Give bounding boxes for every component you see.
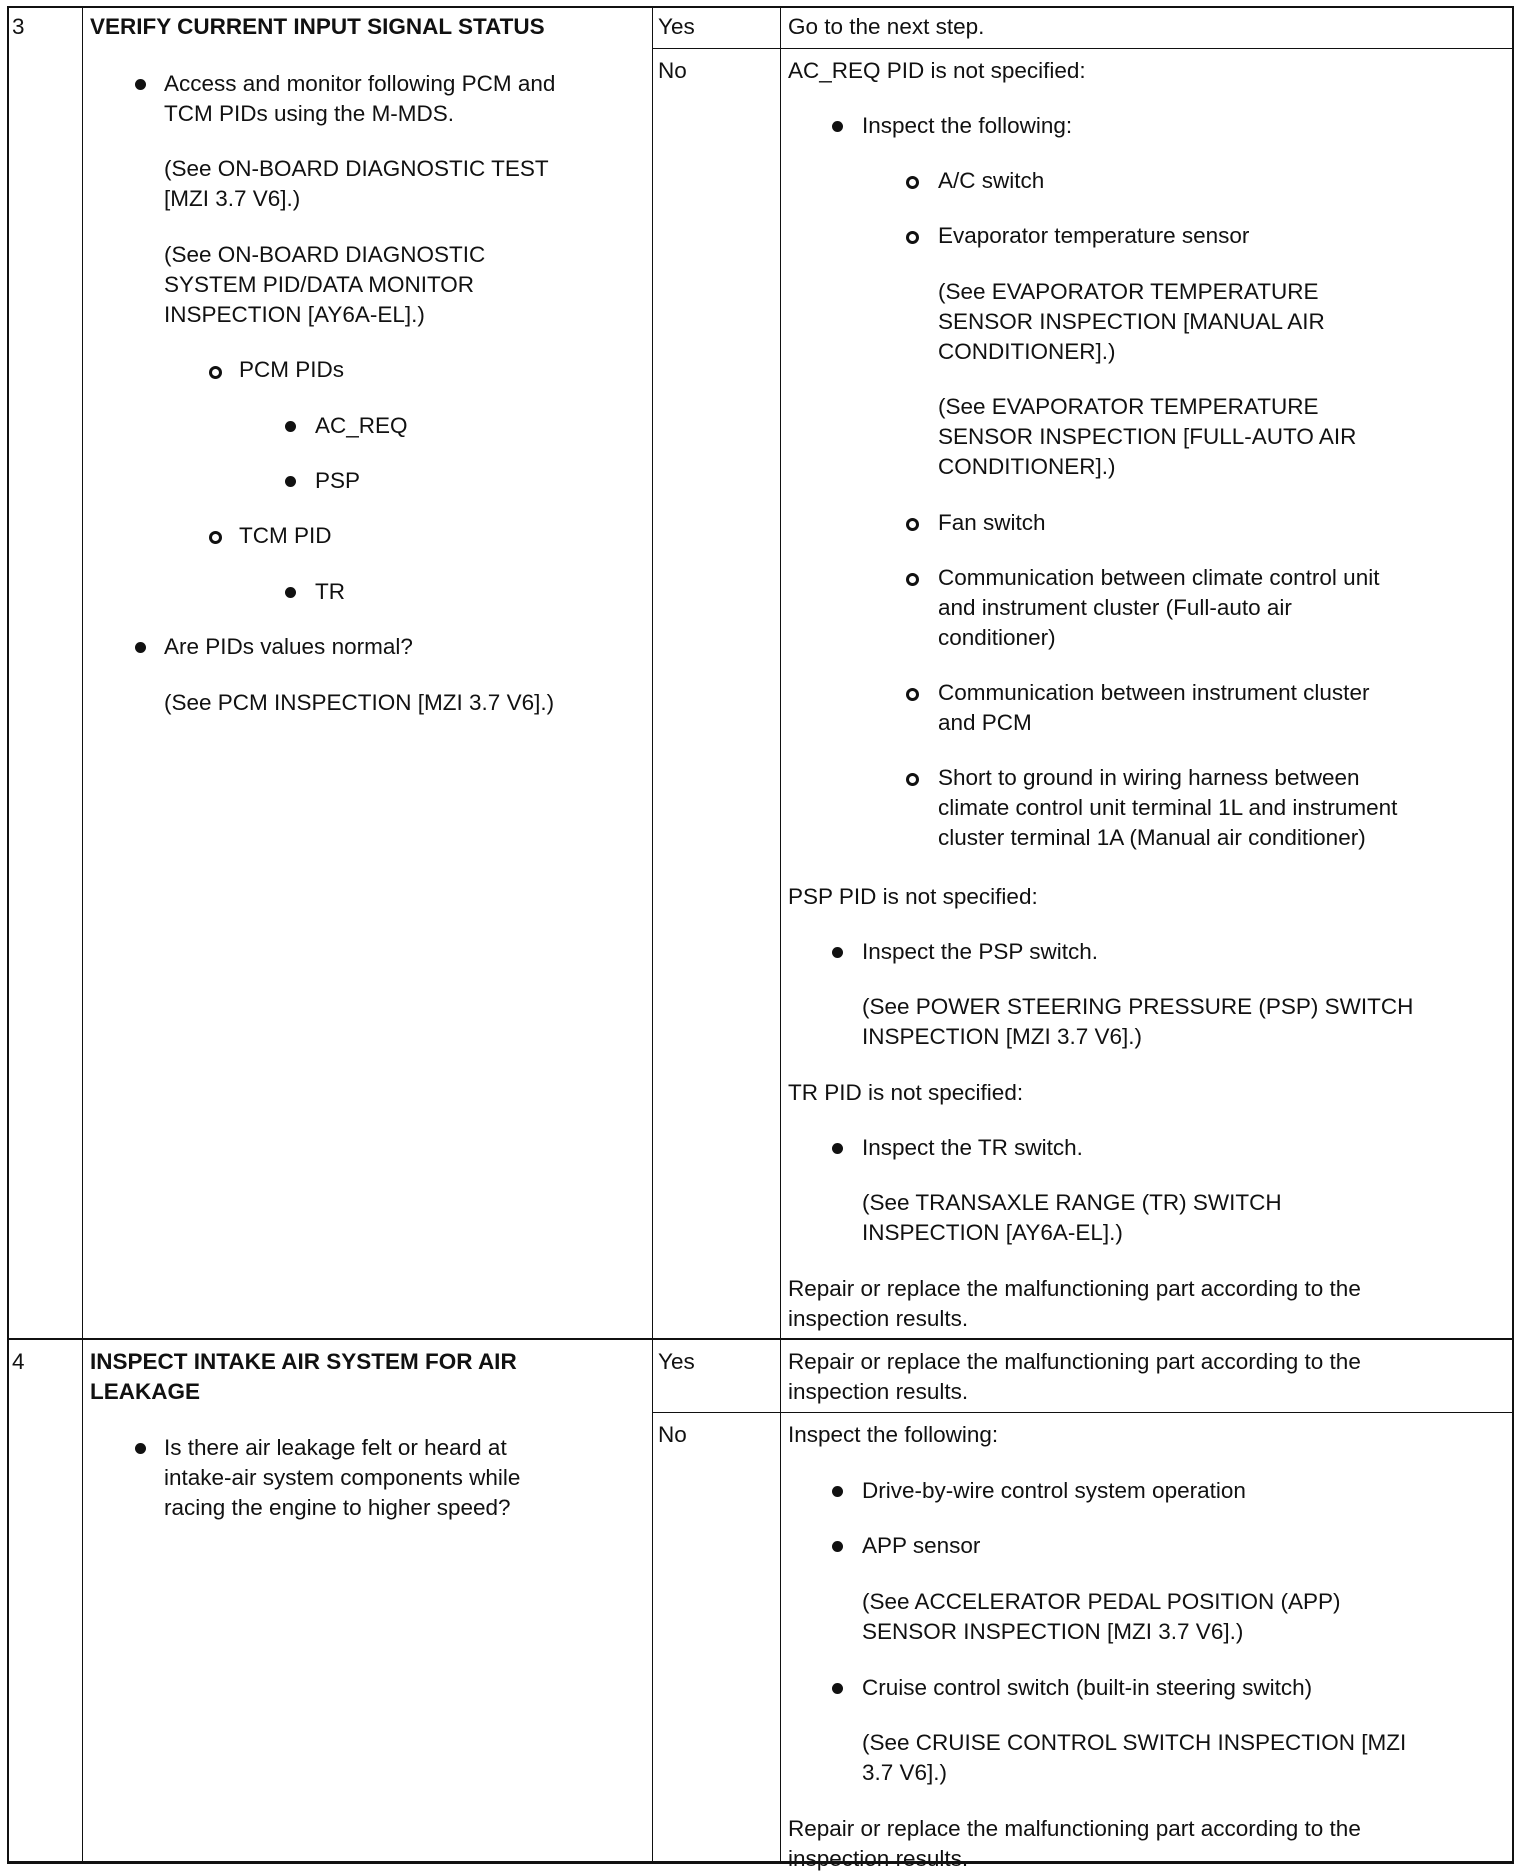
sub-bullet-icon — [906, 518, 919, 531]
result-yes-action: inspection results. — [788, 1379, 969, 1404]
bullet-icon — [832, 1683, 843, 1694]
bullet-icon — [135, 79, 146, 90]
sub-item-text: PCM PIDs — [239, 357, 345, 382]
reference-text: SENSOR INSPECTION [MANUAL AIR — [938, 309, 1325, 334]
reference-text: SENSOR INSPECTION [FULL-AUTO AIR — [938, 424, 1357, 449]
reference-text: 3.7 V6].) — [862, 1760, 948, 1785]
instruction-text: racing the engine to higher speed? — [164, 1495, 511, 1520]
check-item-text: Fan switch — [938, 510, 1046, 535]
reference-text: INSPECTION [AY6A-EL].) — [862, 1220, 1123, 1245]
reference-text: (See POWER STEERING PRESSURE (PSP) SWITCH — [862, 994, 1414, 1019]
instruction-text: TCM PIDs using the M-MDS. — [164, 101, 455, 126]
check-item-text: climate control unit terminal 1L and instrument — [938, 795, 1398, 820]
check-item-text: Short to ground in wiring harness between — [938, 765, 1360, 790]
bullet-icon — [832, 1541, 843, 1552]
reference-text: (See EVAPORATOR TEMPERATURE — [938, 279, 1319, 304]
check-item-text: Communication between instrument cluster — [938, 680, 1370, 705]
repair-text: inspection results. — [788, 1306, 969, 1331]
sub-bullet-icon — [209, 531, 222, 544]
repair-text: inspection results. — [788, 1846, 969, 1871]
check-item-text: and PCM — [938, 710, 1032, 735]
reference-text: INSPECTION [AY6A-EL].) — [164, 302, 425, 327]
action-text: Cruise control switch (built-in steering switch) — [862, 1675, 1313, 1700]
reference-text: [MZI 3.7 V6].) — [164, 186, 301, 211]
pid-item-text: PSP — [315, 468, 361, 493]
result-yes-action: Go to the next step. — [788, 14, 985, 39]
row-divider-step-3-4 — [7, 1338, 1514, 1340]
reference-text: (See ON-BOARD DIAGNOSTIC TEST — [164, 156, 549, 181]
step-number: 3 — [12, 14, 25, 39]
bullet-icon — [285, 476, 296, 487]
check-item-text: conditioner) — [938, 625, 1056, 650]
bullet-icon — [832, 1486, 843, 1497]
column-divider-step — [82, 6, 83, 1864]
instruction-text: Is there air leakage felt or heard at — [164, 1435, 507, 1460]
check-item-text: and instrument cluster (Full-auto air — [938, 595, 1292, 620]
action-text: APP sensor — [862, 1533, 981, 1558]
reference-text: (See PCM INSPECTION [MZI 3.7 V6].) — [164, 690, 555, 715]
bullet-icon — [832, 1143, 843, 1154]
row-divider-step-3-yes-no — [652, 48, 1514, 49]
sub-bullet-icon — [906, 773, 919, 786]
check-item-text: Communication between climate control unit — [938, 565, 1380, 590]
step-number: 4 — [12, 1349, 25, 1374]
action-text: Drive-by-wire control system operation — [862, 1478, 1246, 1503]
condition-text: Inspect the following: — [788, 1422, 999, 1447]
result-no-label: No — [658, 1422, 687, 1447]
sub-item-text: TCM PID — [239, 523, 332, 548]
reference-text: SENSOR INSPECTION [MZI 3.7 V6].) — [862, 1619, 1244, 1644]
table-border-top — [7, 6, 1514, 8]
reference-text: SYSTEM PID/DATA MONITOR — [164, 272, 475, 297]
repair-text: Repair or replace the malfunctioning part according to the — [788, 1276, 1361, 1301]
result-yes-action: Repair or replace the malfunctioning part according to the — [788, 1349, 1361, 1374]
reference-text: (See ACCELERATOR PEDAL POSITION (APP) — [862, 1589, 1341, 1614]
bullet-icon — [832, 947, 843, 958]
condition-text: TR PID is not specified: — [788, 1080, 1024, 1105]
reference-text: (See TRANSAXLE RANGE (TR) SWITCH — [862, 1190, 1282, 1215]
repair-text: Repair or replace the malfunctioning part according to the — [788, 1816, 1361, 1841]
check-item-text: Evaporator temperature sensor — [938, 223, 1250, 248]
action-text: Inspect the following: — [862, 113, 1073, 138]
table-border-right — [1512, 6, 1514, 1864]
row-divider-step-4-yes-no — [652, 1412, 1514, 1413]
condition-text: PSP PID is not specified: — [788, 884, 1038, 909]
sub-bullet-icon — [906, 688, 919, 701]
step-title: LEAKAGE — [90, 1379, 201, 1404]
table-border-bottom — [7, 1861, 1514, 1864]
reference-text: (See EVAPORATOR TEMPERATURE — [938, 394, 1319, 419]
reference-text: (See ON-BOARD DIAGNOSTIC — [164, 242, 486, 267]
table-border-left — [7, 6, 9, 1864]
step-title: VERIFY CURRENT INPUT SIGNAL STATUS — [90, 14, 545, 39]
check-item-text: cluster terminal 1A (Manual air conditioner) — [938, 825, 1366, 850]
bullet-icon — [285, 587, 296, 598]
step-title: INSPECT INTAKE AIR SYSTEM FOR AIR — [90, 1349, 517, 1374]
condition-text: AC_REQ PID is not specified: — [788, 58, 1086, 83]
pid-item-text: TR — [315, 579, 345, 604]
instruction-text: intake-air system components while — [164, 1465, 521, 1490]
reference-text: CONDITIONER].) — [938, 339, 1116, 364]
sub-bullet-icon — [906, 231, 919, 244]
column-divider-action — [780, 6, 781, 1864]
sub-bullet-icon — [906, 573, 919, 586]
reference-text: (See CRUISE CONTROL SWITCH INSPECTION [MZI — [862, 1730, 1407, 1755]
bullet-icon — [135, 642, 146, 653]
action-text: Inspect the PSP switch. — [862, 939, 1098, 964]
result-yes-label: Yes — [658, 1349, 695, 1374]
result-yes-label: Yes — [658, 14, 695, 39]
column-divider-result — [652, 6, 653, 1864]
reference-text: CONDITIONER].) — [938, 454, 1116, 479]
check-item-text: A/C switch — [938, 168, 1045, 193]
instruction-text: Are PIDs values normal? — [164, 634, 413, 659]
bullet-icon — [832, 121, 843, 132]
sub-bullet-icon — [209, 366, 222, 379]
instruction-text: Access and monitor following PCM and — [164, 71, 556, 96]
bullet-icon — [135, 1443, 146, 1454]
action-text: Inspect the TR switch. — [862, 1135, 1083, 1160]
result-no-label: No — [658, 58, 687, 83]
bullet-icon — [285, 421, 296, 432]
pid-item-text: AC_REQ — [315, 413, 408, 438]
reference-text: INSPECTION [MZI 3.7 V6].) — [862, 1024, 1143, 1049]
sub-bullet-icon — [906, 176, 919, 189]
